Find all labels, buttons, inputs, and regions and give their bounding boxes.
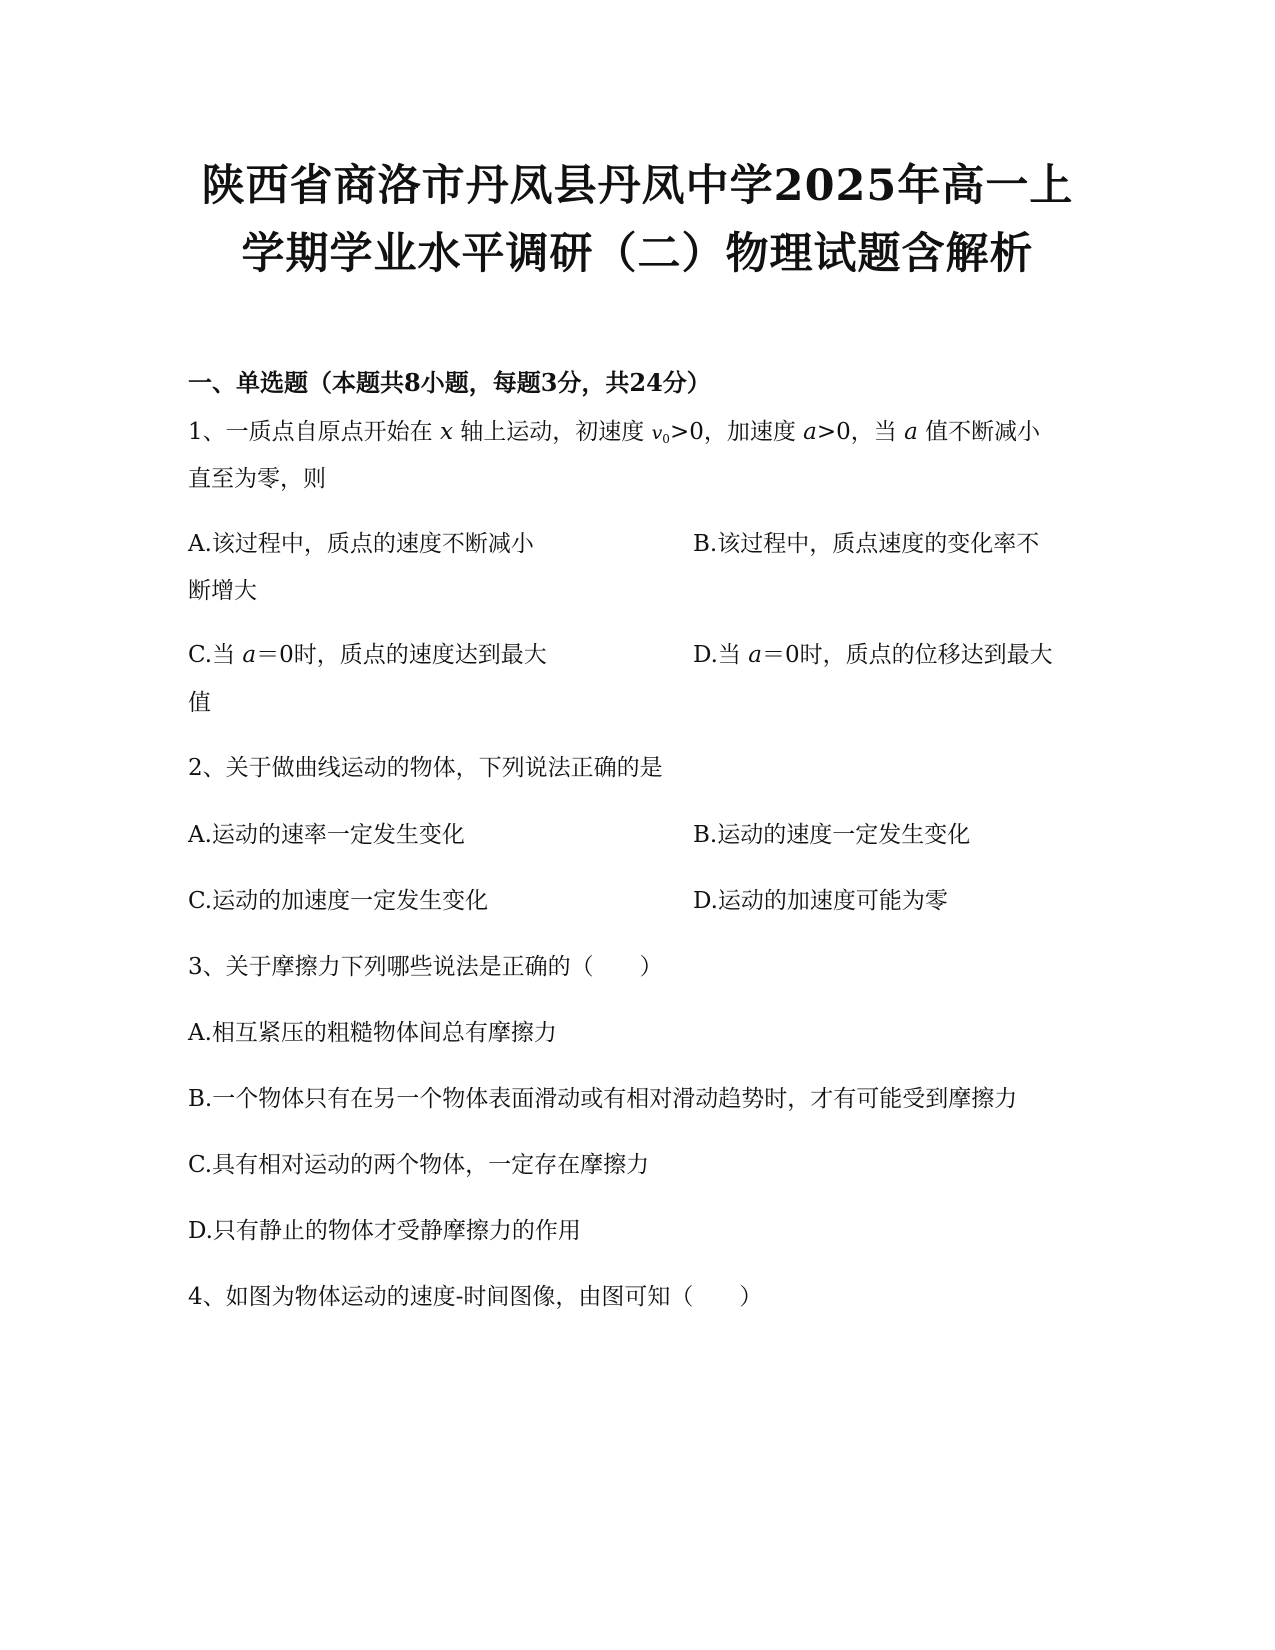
q1-optd-var-a: a <box>748 642 762 668</box>
q1-text-1: 1、一质点自原点开始在 <box>188 419 440 445</box>
q1-var-x: x <box>439 419 453 445</box>
question-1-option-b-continued: 断增大 <box>188 578 257 604</box>
q1-var-v0: $v_0$ <box>651 422 670 446</box>
question-3-option-c: C.具有相对运动的两个物体，一定存在摩擦力 <box>188 1152 650 1178</box>
question-1-option-d: D.当 a＝0时，质点的位移达到最大 <box>693 642 1053 668</box>
question-3-option-d: D.只有静止的物体才受静摩擦力的作用 <box>188 1218 581 1244</box>
question-2-stem: 2、关于做曲线运动的物体，下列说法正确的是 <box>188 755 663 781</box>
q1-var-a2: a <box>904 419 918 445</box>
question-3-option-a: A.相互紧压的粗糙物体间总有摩擦力 <box>188 1020 557 1046</box>
document-title-line-1: 陕西省商洛市丹凤县丹凤中学2025年高一上 <box>201 161 1074 211</box>
question-4-stem: 4、如图为物体运动的速度-时间图像，由图可知（ ） <box>188 1284 763 1310</box>
q1-text-4: >0，当 <box>816 419 905 445</box>
q1-optc-var-a: a <box>242 642 257 668</box>
question-1-option-c: C.当 a＝0时，质点的速度达到最大 <box>188 642 547 668</box>
section-heading: 一、单选题（本题共8小题，每题3分，共24分） <box>188 368 711 397</box>
q1-text-2: 轴上运动，初速度 <box>452 419 652 445</box>
question-1-stem-line-2: 直至为零，则 <box>188 466 326 492</box>
question-1-option-a: A.该过程中，质点的速度不断减小 <box>188 531 534 557</box>
q1-var-a1: a <box>803 419 817 445</box>
question-1-option-b: B.该过程中，质点速度的变化率不 <box>693 531 1040 557</box>
question-3-stem: 3、关于摩擦力下列哪些说法是正确的（ ） <box>188 954 663 980</box>
question-2-option-c: C.运动的加速度一定发生变化 <box>188 888 489 914</box>
question-3-option-b: B.一个物体只有在另一个物体表面滑动或有相对滑动趋势时，才有可能受到摩擦力 <box>188 1086 1018 1112</box>
question-1-option-c-continued: 值 <box>188 690 211 716</box>
question-2-option-b: B.运动的速度一定发生变化 <box>693 822 971 848</box>
q1-text-5: 值不断减小 <box>917 419 1041 445</box>
document-title-line-2: 学期学业水平调研（二）物理试题含解析 <box>241 229 1034 279</box>
question-1-stem <box>188 417 1040 454</box>
question-2-option-d: D.运动的加速度可能为零 <box>693 888 948 914</box>
q1-text-3: >0，加速度 <box>669 419 804 445</box>
question-2-option-a: A.运动的速率一定发生变化 <box>188 822 465 848</box>
